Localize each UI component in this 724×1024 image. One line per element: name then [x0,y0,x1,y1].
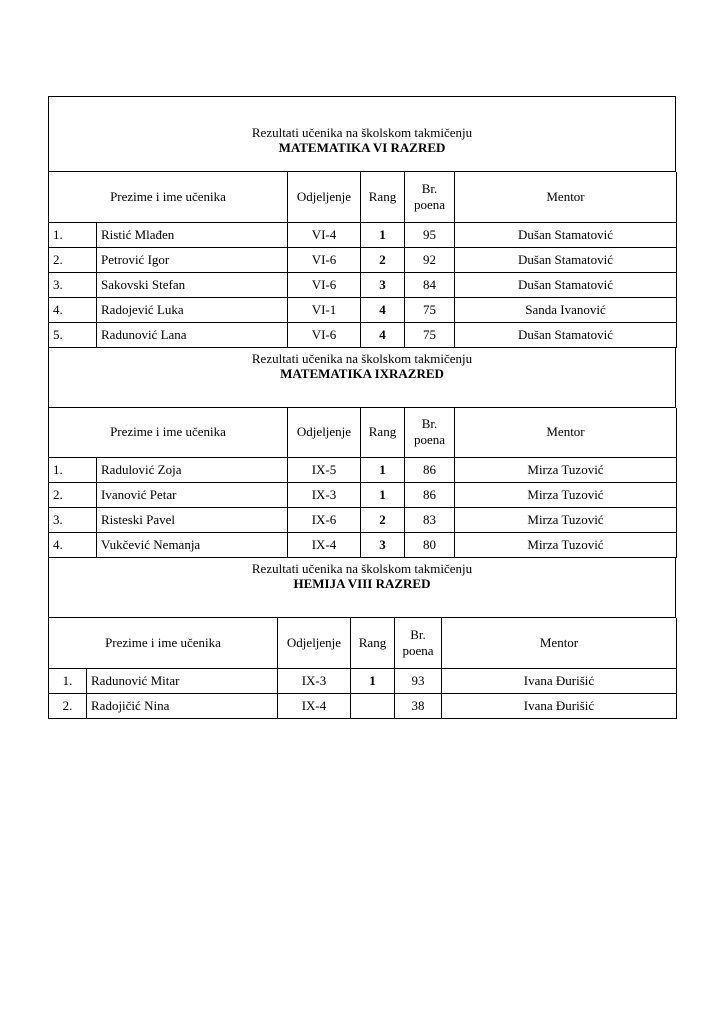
table-row [49,668,677,693]
section-subtitle: Rezultati učenika na školskom takmičenju [251,125,473,140]
row-number: 4. [49,533,97,558]
col-header-class: Odjeljenje [278,618,351,668]
mentor-name: Mirza Tuzović [455,458,677,483]
mentor-name: Mirza Tuzović [455,533,677,558]
student-rank: 3 [361,533,405,558]
student-name: Ristić Mlađen [97,222,288,247]
student-name: Sakovski Stefan [97,272,288,297]
mentor-name: Mirza Tuzović [455,508,677,533]
student-points: 86 [405,483,455,508]
row-number: 3. [49,272,97,297]
student-class: VI-4 [288,222,361,247]
row-number: 4. [49,297,97,322]
table-row [49,322,677,347]
student-points: 83 [405,508,455,533]
col-header-points-line1: Br. [421,416,438,432]
table-row [49,458,677,483]
top-border [48,96,676,110]
table-row [49,247,677,272]
col-header-class: Odjeljenje [288,172,361,222]
student-rank: 4 [361,322,405,347]
col-header-rank: Rang [351,618,395,668]
student-rank: 4 [361,297,405,322]
col-header-points [405,408,455,458]
table-header-row [49,618,677,668]
student-class: IX-4 [278,693,351,718]
student-rank: 2 [361,247,405,272]
table-header-row [49,172,677,222]
mentor-name: Dušan Stamatović [455,222,677,247]
col-header-mentor: Mentor [455,172,677,222]
student-points: 84 [405,272,455,297]
student-class: VI-1 [288,297,361,322]
student-name: Radunović Lana [97,322,288,347]
student-rank: 1 [361,222,405,247]
col-header-points-line2: poena [402,642,434,658]
student-points: 93 [395,668,442,693]
mentor-name: Sanda Ivanović [455,297,677,322]
student-class: VI-6 [288,322,361,347]
student-name: Radulović Zoja [97,458,288,483]
results-table [48,172,677,348]
col-header-name: Prezime i ime učenika [49,618,278,668]
section-title: HEMIJA VIII RAZRED [293,576,431,591]
mentor-name: Mirza Tuzović [455,483,677,508]
col-header-mentor: Mentor [455,408,677,458]
student-points: 75 [405,297,455,322]
row-number: 5. [49,322,97,347]
student-rank: 1 [361,458,405,483]
col-header-name: Prezime i ime učenika [49,172,288,222]
student-rank: 1 [361,483,405,508]
table-row [49,297,677,322]
row-number: 2. [49,693,87,718]
student-class: IX-3 [288,483,361,508]
section-chem-viii [48,558,676,719]
table-row [49,693,677,718]
section-header [48,558,676,618]
section-header [48,348,676,408]
student-name: Petrović Igor [97,247,288,272]
student-name: Ivanović Petar [97,483,288,508]
results-document [48,96,676,719]
student-points: 95 [405,222,455,247]
student-points: 38 [395,693,442,718]
student-name: Radojević Luka [97,297,288,322]
student-points: 92 [405,247,455,272]
student-points: 75 [405,322,455,347]
col-header-rank: Rang [361,408,405,458]
student-points: 80 [405,533,455,558]
table-header-row [49,408,677,458]
row-number: 2. [49,483,97,508]
row-number: 2. [49,247,97,272]
student-class: IX-4 [288,533,361,558]
mentor-name: Dušan Stamatović [455,322,677,347]
student-points: 86 [405,458,455,483]
section-subtitle: Rezultati učenika na školskom takmičenju [251,561,473,576]
row-number: 1. [49,668,87,693]
student-class: VI-6 [288,247,361,272]
student-rank: 1 [351,668,395,693]
results-table [48,408,677,559]
col-header-points-line1: Br. [421,180,438,196]
section-header [48,110,676,172]
section-math-ix [48,348,676,559]
student-class: IX-5 [288,458,361,483]
col-header-name: Prezime i ime učenika [49,408,288,458]
section-title: MATEMATIKA VI RAZRED [278,140,446,155]
row-number: 3. [49,508,97,533]
col-header-points [405,172,455,222]
student-name: Vukčević Nemanja [97,533,288,558]
col-header-points-line2: poena [413,432,446,448]
student-name: Risteski Pavel [97,508,288,533]
table-row [49,533,677,558]
col-header-points-line1: Br. [410,626,426,642]
table-row [49,272,677,297]
student-name: Radojičić Nina [87,693,278,718]
results-table [48,618,677,719]
row-number: 1. [49,222,97,247]
col-header-rank: Rang [361,172,405,222]
col-header-class: Odjeljenje [288,408,361,458]
row-number: 1. [49,458,97,483]
section-subtitle: Rezultati učenika na školskom takmičenju [251,350,473,366]
table-row [49,508,677,533]
student-class: VI-6 [288,272,361,297]
student-class: IX-6 [288,508,361,533]
student-rank: 3 [361,272,405,297]
mentor-name: Dušan Stamatović [455,272,677,297]
student-name: Radunović Mitar [87,668,278,693]
student-rank [351,693,395,718]
table-row [49,483,677,508]
col-header-mentor: Mentor [442,618,677,668]
student-rank: 2 [361,508,405,533]
mentor-name: Ivana Đurišić [442,693,677,718]
col-header-points-line2: poena [413,196,446,212]
col-header-points [395,618,442,668]
mentor-name: Dušan Stamatović [455,247,677,272]
mentor-name: Ivana Đurišić [442,668,677,693]
student-class: IX-3 [278,668,351,693]
table-row [49,222,677,247]
section-title: MATEMATIKA IXRAZRED [280,365,444,381]
section-math-vi [48,110,676,348]
